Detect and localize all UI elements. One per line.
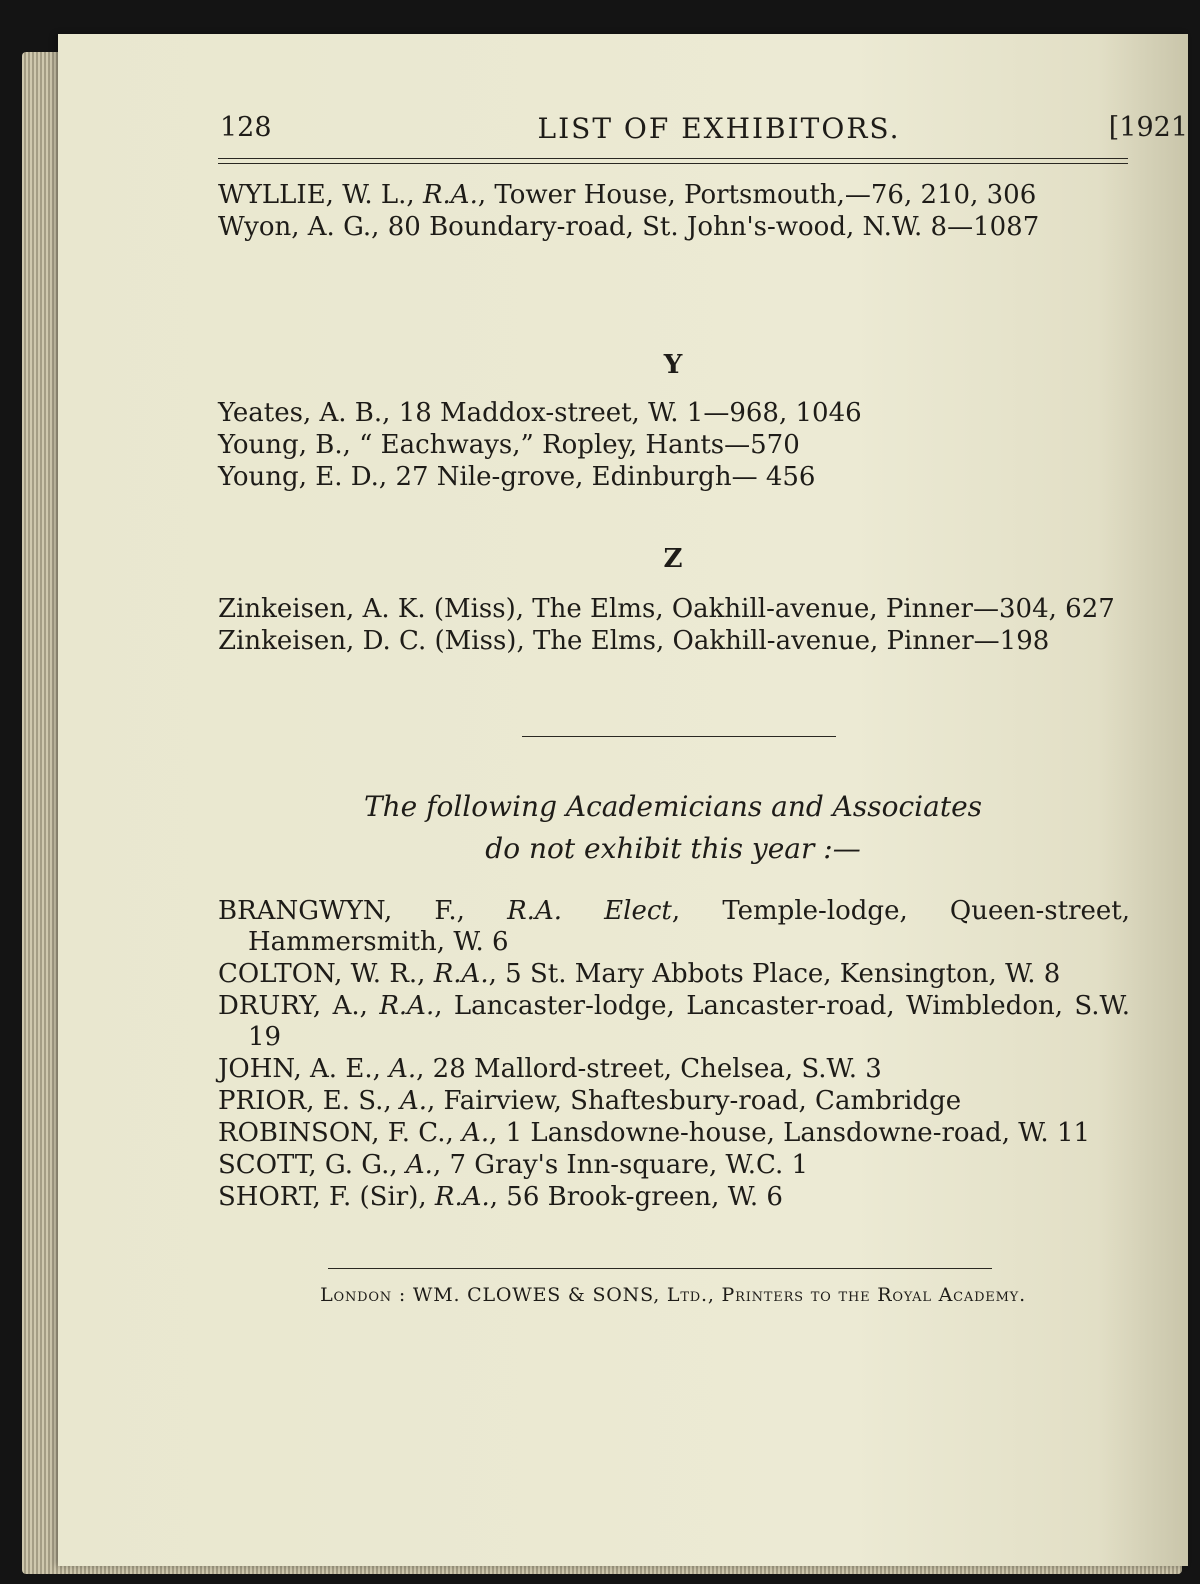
printer-imprint: London : WM. CLOWES & SONS, Ltd., Printers to the Royal Academy. [320,1284,1026,1306]
page-number: 128 [220,112,272,143]
book-page [58,34,1188,1566]
year-marker: [1921 [1108,112,1188,143]
section-letter-y: Y [663,350,683,380]
list-item: Zinkeisen, D. C. (Miss), The Elms, Oakhill-avenue, Pinner—198 [218,626,1050,656]
list-item: PRIOR, E. S., A., Fairview, Shaftesbury-road, Cambridge [218,1086,962,1116]
header-double-rule [218,158,1128,164]
non-exhibitors-list [218,896,1130,1213]
list-item: DRURY, A., R.A., Lancaster-lodge, Lancaster-road, Wimbledon, S.W. 19 [218,991,1130,1052]
section-divider [522,736,836,737]
list-item: Zinkeisen, A. K. (Miss), The Elms, Oakhill-avenue, Pinner—304, 627 [218,594,1115,624]
list-item: Young, B., “ Eachways,” Ropley, Hants—570 [218,430,800,460]
list-item: Wyon, A. G., 80 Boundary-road, St. John's-wood, N.W. 8—1087 [218,212,1040,242]
exhibitors-y-list [218,398,1130,493]
list-item: WYLLIE, W. L., R.A., Tower House, Portsmouth,—76, 210, 306 [218,180,1037,210]
section-letter-z: Z [663,544,683,574]
non-exhibitors-note [218,786,1128,870]
note-line-1: The following Academicians and Associates [363,790,983,823]
list-item: Yeates, A. B., 18 Maddox-street, W. 1—968, 1046 [218,398,862,428]
list-item: SHORT, F. (Sir), R.A., 56 Brook-green, W. 6 [218,1182,783,1212]
page-header [218,112,1190,162]
note-line-2: do not exhibit this year :— [485,832,861,865]
exhibitors-z-list [218,594,1130,657]
running-title: LIST OF EXHIBITORS. [537,112,901,145]
imprint-rule [328,1268,992,1269]
list-item: Young, E. D., 27 Nile-grove, Edinburgh— 456 [218,462,816,492]
list-item: JOHN, A. E., A., 28 Mallord-street, Chelsea, S.W. 3 [218,1054,882,1084]
list-item: COLTON, W. R., R.A., 5 St. Mary Abbots Place, Kensington, W. 8 [218,959,1061,989]
list-item: SCOTT, G. G., A., 7 Gray's Inn-square, W.C. 1 [218,1150,809,1180]
list-item: ROBINSON, F. C., A., 1 Lansdowne-house, Lansdowne-road, W. 11 [218,1118,1091,1148]
list-item: BRANGWYN, F., R.A. Elect, Temple-lodge, Queen-street, Hammersmith, W. 6 [218,896,1130,957]
exhibitors-w-list [218,180,1130,243]
